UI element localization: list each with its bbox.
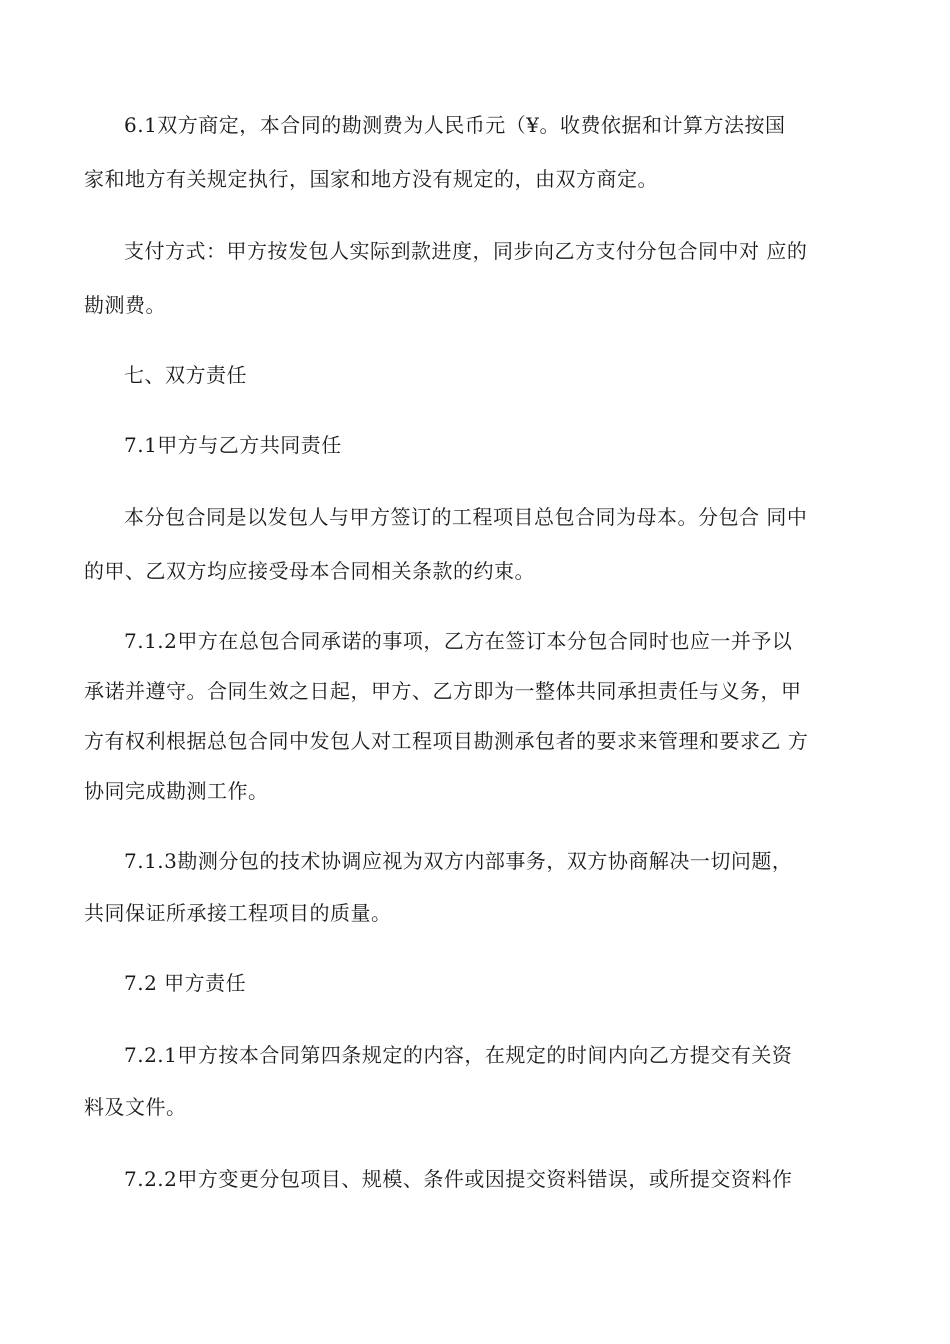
clause-7-2-heading: 7.2 甲方责任 <box>124 971 247 995</box>
clause-7-1-2-line-4: 协同完成勘测工作。 <box>84 779 269 803</box>
clause-7-1-1-line-2: 的甲、乙双方均应接受母本合同相关条款的约束。 <box>84 559 535 583</box>
payment-method-line-2: 勘测费。 <box>84 293 166 317</box>
clause-7-2-1-line-1: 7.2.1甲方按本合同第四条规定的内容，在规定的时间内向乙方提交有关资 <box>124 1043 793 1067</box>
clause-7-1-3-line-1: 7.1.3勘测分包的技术协调应视为双方内部事务，双方协商解决一切问题， <box>124 849 793 873</box>
payment-method-line-1: 支付方式：甲方按发包人实际到款进度，同步向乙方支付分包合同中对 应的 <box>124 239 808 263</box>
clause-6-1-line-1: 6.1双方商定，本合同的勘测费为人民币元（¥。收费依据和计算方法按国 <box>124 113 786 137</box>
clause-7-1-3-line-2: 共同保证所承接工程项目的质量。 <box>84 901 392 925</box>
clause-7-1-1-line-1: 本分包合同是以发包人与甲方签订的工程项目总包合同为母本。分包合 同中 <box>124 505 808 529</box>
clause-7-1-2-line-2: 承诺并遵守。合同生效之日起，甲方、乙方即为一整体共同承担责任与义务，甲 <box>84 679 802 703</box>
clause-7-1-heading: 7.1甲方与乙方共同责任 <box>124 433 342 457</box>
clause-7-2-2-line-1: 7.2.2甲方变更分包项目、规模、条件或因提交资料错误，或所提交资料作 <box>124 1167 793 1191</box>
clause-7-1-2-line-3: 方有权利根据总包合同中发包人对工程项目勘测承包者的要求来管理和要求乙 方 <box>84 729 809 753</box>
clause-6-1-line-2: 家和地方有关规定执行，国家和地方没有规定的，由双方商定。 <box>84 167 658 191</box>
clause-7-1-2-line-1: 7.1.2甲方在总包合同承诺的事项，乙方在签订本分包合同时也应一并予以 <box>124 629 793 653</box>
clause-7-2-1-line-2: 料及文件。 <box>84 1095 187 1119</box>
section-7-heading: 七、双方责任 <box>124 363 247 387</box>
